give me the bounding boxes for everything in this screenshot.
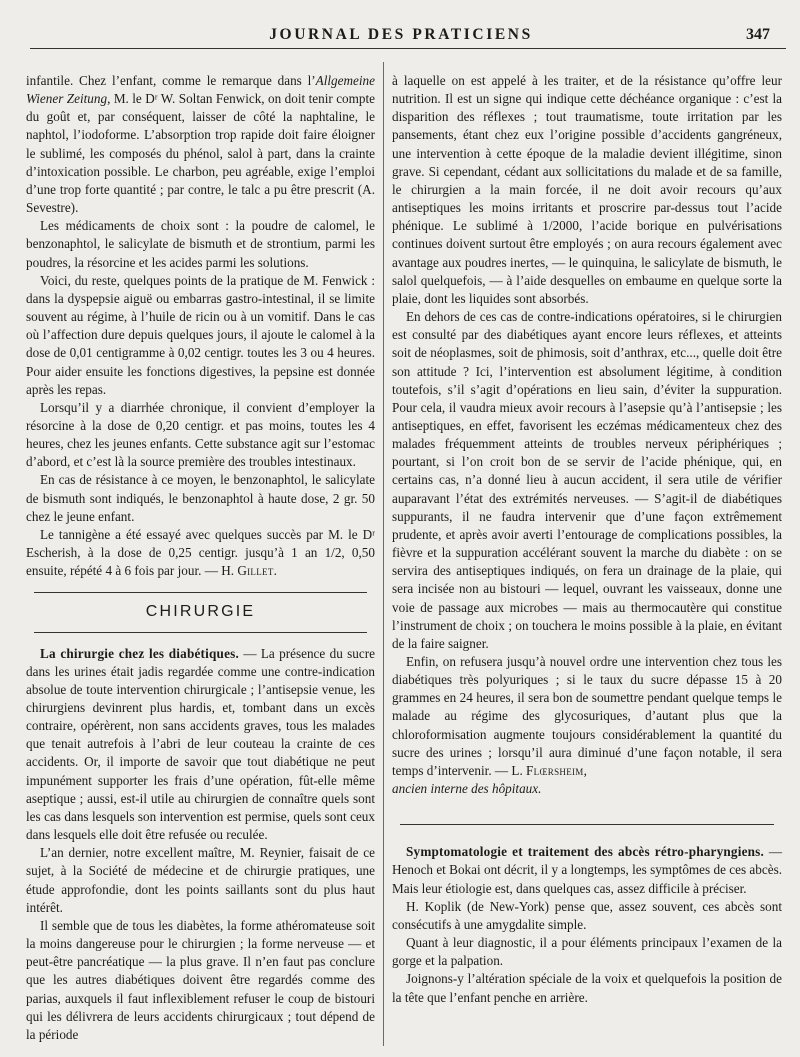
paragraph: H. Koplik (de New-York) pense que, assez souvent, ces abcès sont consécutifs à une amygdalite simple. xyxy=(392,898,782,932)
paragraph: L’an dernier, notre excellent maître, M. Reynier, faisait de ce sujet, à la Société de médecine et de chirurgie pratiques, une étude approfondie, dont les points saillants sont du plus haut intérêt. xyxy=(26,845,375,915)
text: Le tannigène a été essayé avec quelques succès par M. le Dʳ Escherish, à la dose de 0,25 centigr. jusqu’à 1 an 1/2, 0,50 ensuite, répété 4 à 6 fois par jour. — H. xyxy=(26,526,375,579)
left-column xyxy=(26,72,375,1044)
article-title: Symptomatologie et traitement des abcès rétro-pharyngiens. xyxy=(406,844,765,860)
running-title: JOURNAL DES PRATICIENS xyxy=(269,26,533,43)
section-rule-bottom xyxy=(34,632,367,633)
article-title: La chirurgie chez les diabétiques. xyxy=(40,645,239,661)
author-name: Gillet xyxy=(237,563,274,579)
text: — Henoch et Bokai ont décrit, il y a longtemps, les symptômes de ces abcès. Mais leur étiologie est, dans quelques cas, assez difficile à préciser. xyxy=(392,844,782,896)
author-name: Flœrsheim xyxy=(526,762,584,778)
running-head xyxy=(20,26,782,50)
section-title: CHIRURGIE xyxy=(145,603,256,621)
paragraph: Les médicaments de choix sont : la poudre de calomel, le benzonaphtol, le salicylate de bismuth et de strontium, parmi les poudres, la résorcine et les acides parmi les solutions. xyxy=(26,218,375,270)
paragraph xyxy=(392,653,782,798)
paragraph: En cas de résistance à ce moyen, le benzonaphtol, le salicylate de bismuth sont indiqués, le benzonaphtol à haute dose, 2 gr. 50 chez le jeune enfant. xyxy=(26,472,375,524)
text: , xyxy=(583,762,587,778)
text: , M. le Dʳ W. Soltan Fenwick, on doit tenir compte du goût et, par conséquent, laisser de côté la naphtaline, le naphtol, l’iodoforme. L’absorption trop rapide doit faire éloigner le sublimé, les composés du phénol, salol à part, dans la crainte d’intoxication possible. Le charbon, peu agréable, exige l’emploi d’une trop forte quantité ; par contre, le talc a pu être prescrit (A. Sevestre). xyxy=(26,91,376,216)
text: . xyxy=(273,563,277,579)
article-separator-rule xyxy=(400,824,774,825)
right-column xyxy=(392,72,782,1007)
text: — La présence du sucre dans les urines était jadis regardée comme une contre-indication absolue de toute intervention chirurgicale ; l’antisepsie venue, les chirurgiens devinrent plus hardis, et, tombant dans un excès contraire, opérèrent, non sans accidents graves, tous les malades que tenait autrefois à l’abri de leur couteau la crainte de ces accidents. Or, il importe de savoir que tout diabétique ne peut impunément supporter les frais d’une opération, fût-elle même aseptique ; aussi, est-il utile au chirurgien de connaître quels sont les cas dans lesquels son intervention est permise, quels sont ceux dans lesquels elle doit être refusée ou reculée. xyxy=(26,645,375,843)
text: Enfin, on refusera jusqu’à nouvel ordre une intervention chez tous les diabétiques très polyuriques ; si le taux du sucre dépasse 15 à 20 grammes en 24 heures, il sera bon de soumettre pendant quelque temps le malade au régime des glycosuriques, d’autant plus que la chloroformisation augmente toujours considérablement la quantité du sucre des urines ; lorsqu’il aura diminué d’une façon notable, il sera temps d’intervenir. — L. xyxy=(392,654,782,778)
page-number: 347 xyxy=(746,26,770,43)
column-divider xyxy=(383,62,384,1046)
paragraph xyxy=(392,843,782,897)
paragraph xyxy=(26,645,375,845)
paragraph: Il semble que de tous les diabètes, la forme athéromateuse soit la moins dangereuse pour le chirurgien ; la forme nerveuse — et peut-être pancréatique — la plus grave. Il n’en faut pas conclure que les autres diabétiques doivent être regardés comme des parias, auxquels il faut inflexiblement refuser le coup de bistouri qui les délivrera de leurs accidents chirurgicaux ; tout dépend de la période xyxy=(26,917,375,1042)
author-title: ancien interne des hôpitaux. xyxy=(392,781,542,797)
section-rule-top xyxy=(34,592,367,593)
paragraph: Lorsqu’il y a diarrhée chronique, il convient d’employer la résorcine à la dose de 0,20 centigr. et pas moins, toutes les 4 heures, chez les jeunes enfants. Cette substance agit sur l’estomac d’abord, et c’est là la source première des troubles intestinaux. xyxy=(26,399,375,470)
paragraph: Voici, du reste, quelques points de la pratique de M. Fenwick : dans la dyspepsie aiguë ou embarras gastro-intestinal, il se limite souvent au régime, à l’huile de ricin ou à un vomitif. Dans le cas où l’affection dure depuis quelques jours, il ajoute le calomel à la dose de 0,01 centigramme à 0,02 centigr. toutes les 3 ou 4 heures. Pour aider ensuite les fonctions digestives, la pepsine est donnée après les repas. xyxy=(26,272,375,397)
paragraph xyxy=(26,526,375,580)
paragraph: Joignons-y l’altération spéciale de la voix et quelquefois la position de la tête que l’enfant penche en arrière. xyxy=(392,971,782,1005)
paragraph xyxy=(26,72,375,217)
journal-name: Allgemeine Wiener Zeitung xyxy=(26,73,375,107)
header-rule xyxy=(30,48,786,49)
text: infantile. Chez l’enfant, comme le remarque dans l’ xyxy=(26,73,316,88)
paragraph: Quant à leur diagnostic, il a pour éléments principaux l’examen de la gorge et la palpation. xyxy=(392,935,782,969)
paragraph: à laquelle on est appelé à les traiter, et de la résistance qu’offre leur nutrition. Il est un signe qui indique cette déchéance organique : c’est la disparition des réflexes ; tout traumatisme, toute irritation par les pansements, étant chez eux l’origine possible d’accidents gangréneux, une intervention à cette époque de la maladie devient illégitime, sinon grave. Si cependant, cédant aux sollicitations du malade et de sa famille, le chirurgien a la main forcée, il ne doit avoir recours qu’aux antiseptiques les moins irritants et proscrire par-dessus tout l’acide phénique. Le sublimé à 1/2000, l’acide borique en pulvérisations continues doivent surtout être employés ; on aura recours également avec avantage aux poudres inertes, — le quinquina, le salicylate de bismuth, le salol quelquefois, — à l’aide desquelles on embaume en quelque sorte la plaie, dont les liquides sont absorbés. xyxy=(392,73,782,306)
paragraph: En dehors de ces cas de contre-indications opératoires, si le chirurgien est consulté par des diabétiques ayant encore leurs réflexes, et atteints soit de néoplasmes, soit de phimosis, soit d’anthrax, etc..., quelle doit être son attitude ? Ici, l’intervention est absolument légitime, à condition toutefois, s’il s’agit d’opérations en lieu sain, d’éviter la suppuration. Pour cela, il vaudra mieux avoir recours à l’asepsie qu’à l’antisepsie ; les antiseptiques, en effet, favorisent les eczémas médicamenteux chez des malades fréquemment atteints de troubles nerveux périphériques ; pourtant, si l’on croit bon de se servir de l’acide phénique, qui, en certains cas, n’a donné lieu à aucun accident, il sera utile de vérifier auparavant l’état des extrémités nerveuses. — S’agit-il de diabétiques suppurants, il ne faudra intervenir que d’une façon extrêmement prudente, et après avoir averti l’entourage de complications possibles, la fièvre et la suppuration accélérant souvent la marche du diabète : on se servira des antiseptiques indiqués, on fera un drainage de la plaie, qui sera incisée non au bistouri — lequel, ouvrant les vaisseaux, donne une voie de passage aux microbes — mais au thermocautère qui constitue l’instrument de choix ; on touchera le moins possible à la plaie, en évitant de la faire saigner. xyxy=(392,309,782,651)
